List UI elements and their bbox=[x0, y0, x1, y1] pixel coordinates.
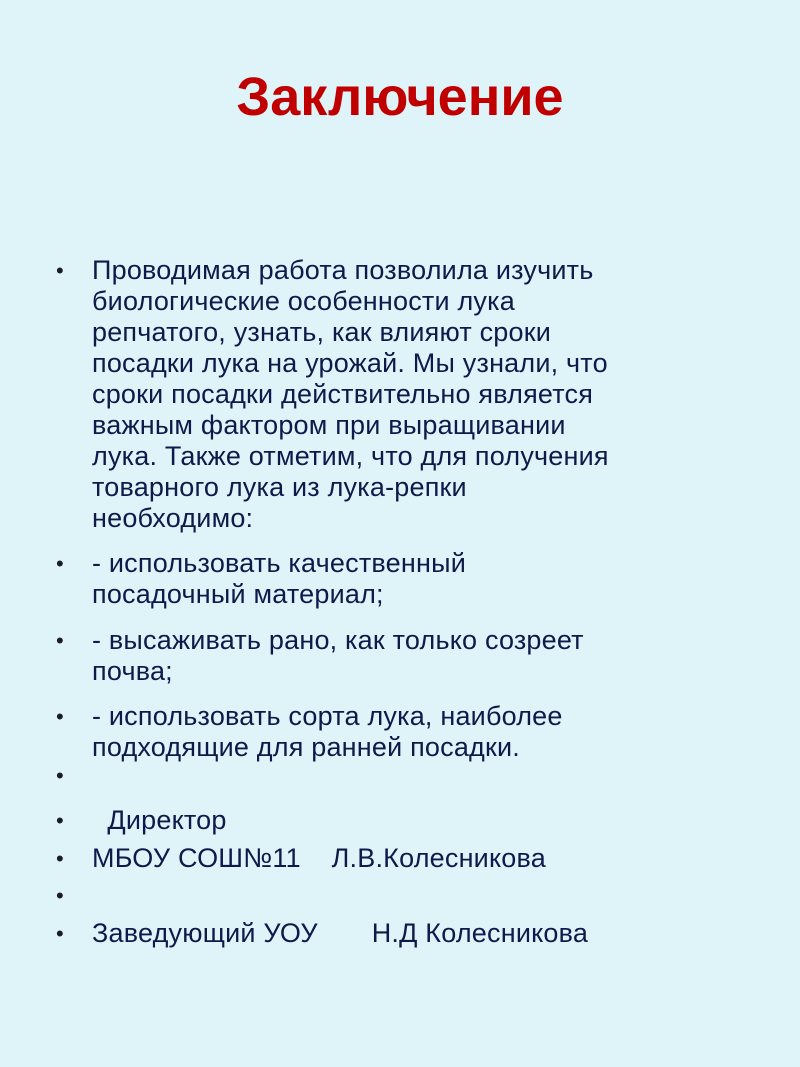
bullet-icon: • bbox=[56, 704, 64, 729]
text-line: - использовать качественный bbox=[92, 548, 466, 578]
text-line: Заведующий УОУ Н.Д Колесникова bbox=[92, 918, 589, 948]
bullet-icon: • bbox=[56, 921, 64, 946]
text-line: - использовать сорта лука, наиболее bbox=[92, 701, 563, 731]
text-line: Проводимая работа позволила изучить bbox=[92, 255, 594, 285]
bullet-icon: • bbox=[56, 763, 64, 788]
bullet-icon: • bbox=[56, 883, 64, 908]
text-line: - высаживать рано, как только созреет bbox=[92, 625, 584, 655]
text-line: важным фактором при выращивании bbox=[92, 410, 566, 440]
text-line: необходимо: bbox=[92, 503, 254, 533]
bullet-icon: • bbox=[56, 808, 64, 833]
text-line: репчатого, узнать, как влияют сроки bbox=[92, 317, 552, 347]
text-line: биологические особенности лука bbox=[92, 286, 515, 316]
bullet-icon: • bbox=[56, 846, 64, 871]
text-line: МБОУ СОШ№11 Л.В.Колесникова bbox=[92, 843, 546, 873]
text-line: подходящие для ранней посадки. bbox=[92, 732, 520, 762]
slide-title: Заключение bbox=[236, 67, 564, 127]
text-line: сроки посадки действительно является bbox=[92, 379, 594, 409]
text-line: лука. Также отметим, что для получения bbox=[92, 441, 609, 471]
text-line: посадочный материал; bbox=[92, 579, 384, 609]
text-line: посадки лука на урожай. Мы узнали, что bbox=[92, 348, 608, 378]
text-line: товарного лука из лука-репки bbox=[92, 472, 467, 502]
bullet-icon: • bbox=[56, 628, 64, 653]
bullet-icon: • bbox=[56, 258, 64, 283]
text-line: Директор bbox=[92, 805, 227, 835]
text-line: почва; bbox=[92, 656, 173, 686]
bullet-icon: • bbox=[56, 551, 64, 576]
